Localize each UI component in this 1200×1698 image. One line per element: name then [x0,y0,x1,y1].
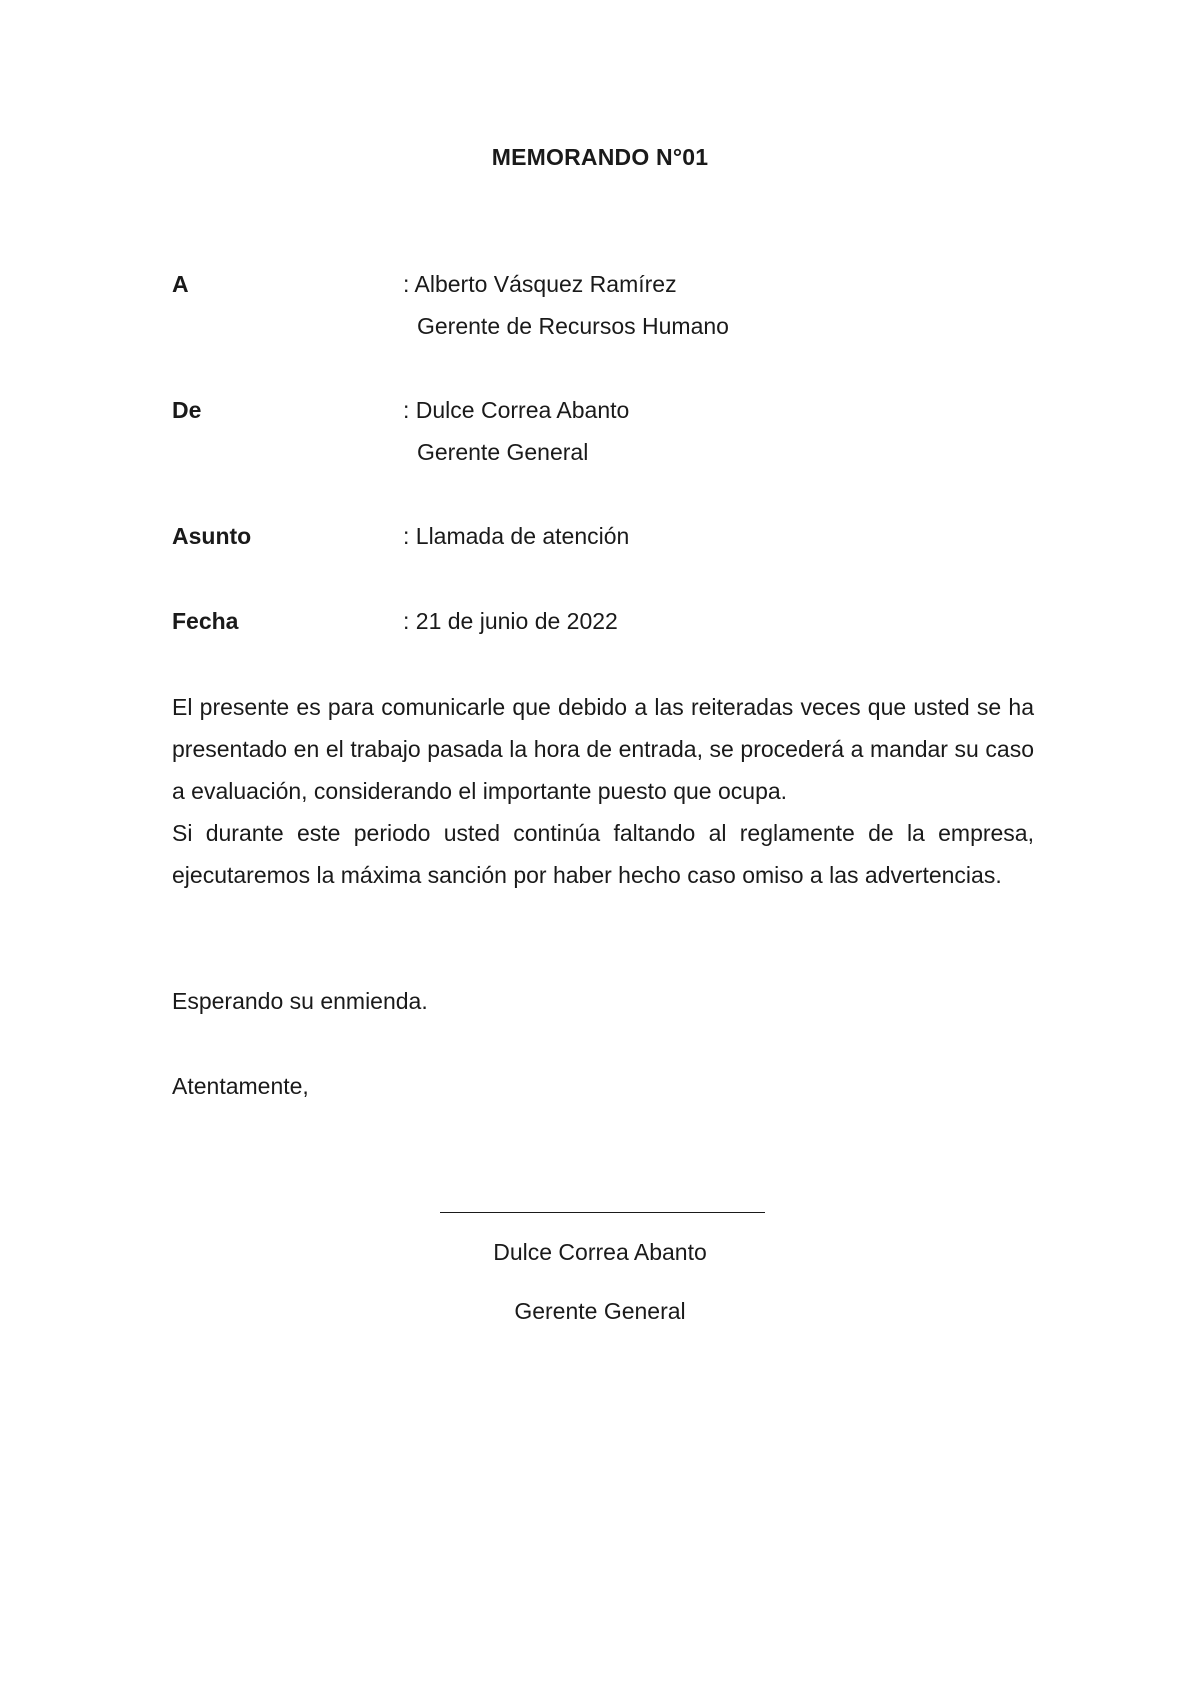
subject-label: Asunto [172,523,252,549]
to-value: : Alberto Vásquez Ramírez [403,271,677,297]
memo-body [172,686,1034,896]
salutation: Atentamente, [172,1073,309,1099]
to-position: Gerente de Recursos Humano [417,313,729,339]
body-paragraph-1: El presente es para comunicarle que debido a las reiteradas veces que usted se ha presentado en el trabajo pasada la hora de entrada, se procederá a mandar su caso a evaluación, considerando el importante puesto que ocupa. [172,694,1034,804]
date-value: : 21 de junio de 2022 [403,608,618,634]
signature-role: Gerente General [514,1298,686,1324]
from-position: Gerente General [417,439,589,465]
from-value: : Dulce Correa Abanto [403,397,630,423]
memo-title: MEMORANDO N°01 [491,144,709,170]
body-paragraph-2: Si durante este periodo usted continúa faltando al reglamente de la empresa, ejecutaremos la máxima sanción por haber hecho caso omiso a las advertencias. [172,820,1034,888]
signature-name: Dulce Correa Abanto [493,1239,707,1265]
closing-line: Esperando su enmienda. [172,988,428,1014]
subject-value: : Llamada de atención [403,523,630,549]
to-label: A [172,271,189,297]
date-label: Fecha [172,608,239,634]
from-label: De [172,397,202,423]
signature-line [440,1212,765,1213]
